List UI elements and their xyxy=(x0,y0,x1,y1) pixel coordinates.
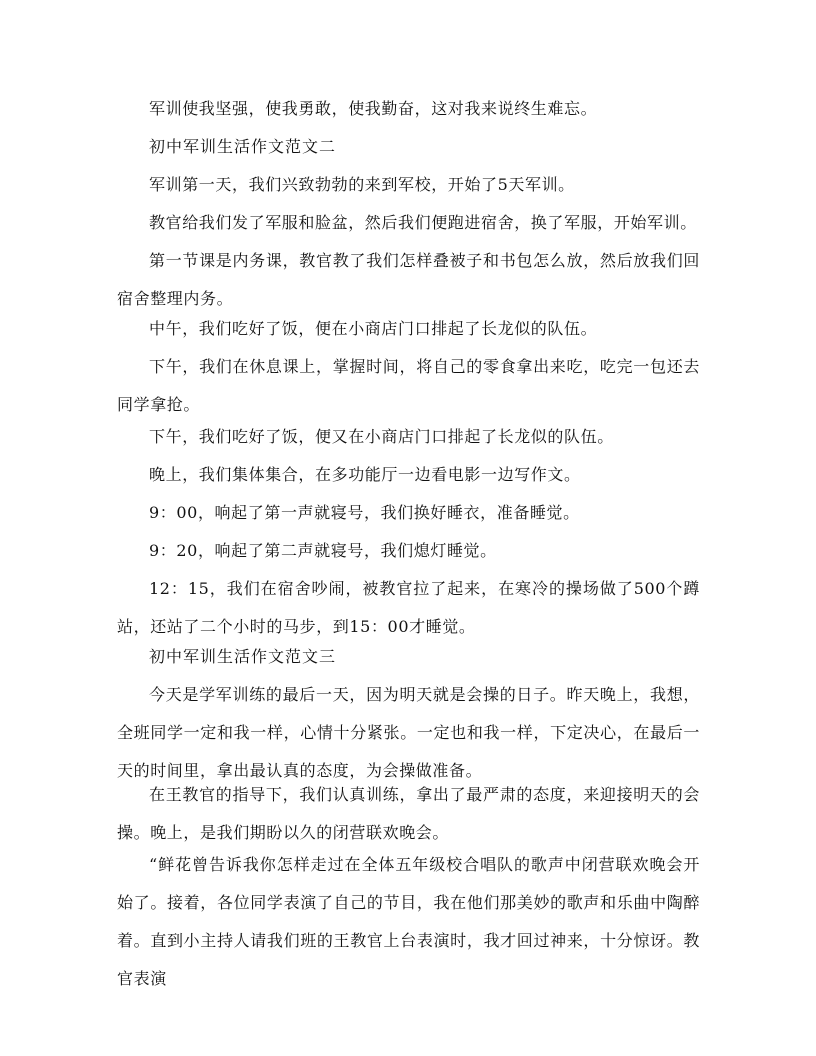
paragraph-first-class: 第一节课是内务课，教官教了我们怎样叠被子和书包怎么放，然后放我们回宿舍整理内务。 xyxy=(117,251,700,308)
paragraph-afternoon-snacks: 下午，我们在休息课上，掌握时间，将自己的零食拿出来吃，吃完一包还去同学拿抢。 xyxy=(117,357,700,414)
paragraph-uniforms: 教官给我们发了军服和脸盆，然后我们便跑进宿舍，换了军服，开始军训。 xyxy=(149,213,697,232)
paragraph-party: “鲜花曾告诉我你怎样走过在全体五年级校合唱队的歌声中闭营联欢晚会开始了。接着，各位同学表演了自己的节目，我在他们那美妙的歌声和乐曲中陶醉着。直到小主持人请我们班的王教官上台表演时，我才回过神来，十分惊讶。教官表演 xyxy=(117,855,700,988)
paragraph-bedtime-2: 9：20，响起了第二声就寝号，我们熄灯睡觉。 xyxy=(149,541,497,560)
paragraph-day-one: 军训第一天，我们兴致勃勃的来到军校，开始了5天军训。 xyxy=(149,175,575,194)
paragraph-training: 在王教官的指导下，我们认真训练，拿出了最严肃的态度，来迎接明天的会操。晚上，是我们期盼以久的闭营联欢晚会。 xyxy=(117,785,700,842)
section-heading-3: 初中军训生活作文范文三 xyxy=(149,647,337,666)
paragraph-conclusion: 军训使我坚强，使我勇敢，使我勤奋，这对我来说终生难忘。 xyxy=(149,99,598,118)
paragraph-afternoon-queue: 下午，我们吃好了饭，便又在小商店门口排起了长龙似的队伍。 xyxy=(149,427,614,446)
paragraph-bedtime-1: 9：00，响起了第一声就寝号，我们换好睡衣，准备睡觉。 xyxy=(149,503,580,522)
paragraph-last-day: 今天是学军训练的最后一天，因为明天就是会操的日子。昨天晚上，我想，全班同学一定和我一样，心情十分紧张。一定也和我一样，下定决心，在最后一天的时间里，拿出最认真的态度，为会操做准备。 xyxy=(117,685,700,780)
paragraph-noon: 中午，我们吃好了饭，便在小商店门口排起了长龙似的队伍。 xyxy=(149,319,598,338)
paragraph-evening: 晚上，我们集体集合，在多功能厅一边看电影一边写作文。 xyxy=(149,465,581,484)
paragraph-midnight: 12：15，我们在宿舍吵闹，被教官拉了起来，在寒冷的操场做了500个蹲站，还站了二个小时的马步，到15：00才睡觉。 xyxy=(117,579,700,636)
section-heading-2: 初中军训生活作文范文二 xyxy=(149,137,337,156)
